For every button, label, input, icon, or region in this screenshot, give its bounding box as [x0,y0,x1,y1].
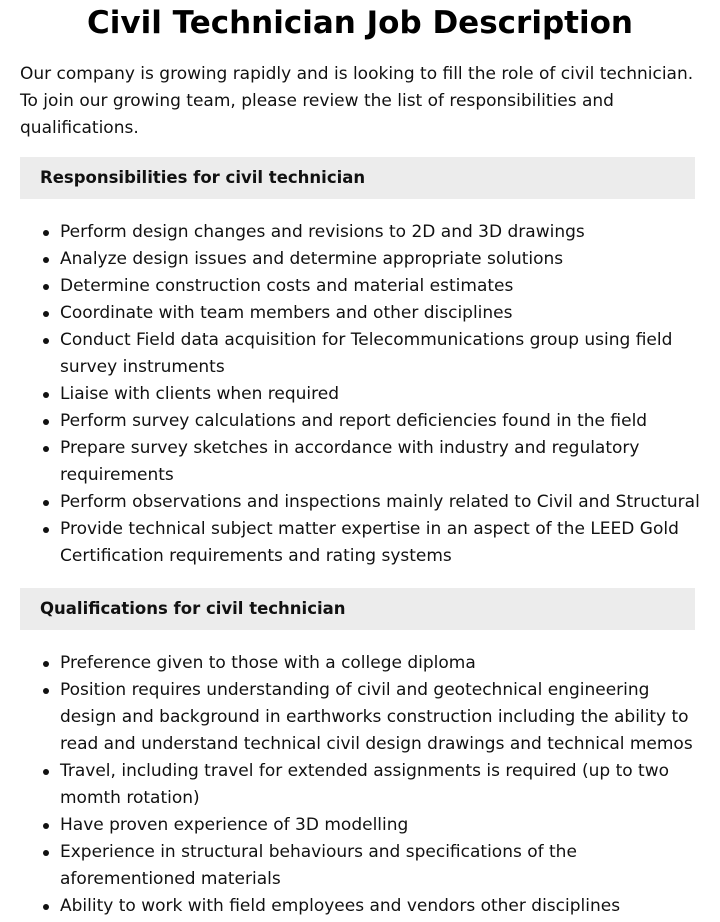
qualifications-list [20,650,700,920]
list-item: Conduct Field data acquisition for Telecommunications group using field survey instruments [60,327,700,381]
qualifications-heading: Qualifications for civil technician [20,588,695,630]
list-item: Determine construction costs and material estimates [60,273,700,300]
intro-paragraph: Our company is growing rapidly and is looking to fill the role of civil technician. To join our growing team, please review the list of responsibilities and qualifications. [20,64,694,138]
list-item: Perform observations and inspections mainly related to Civil and Structural [60,489,700,516]
list-item: Prepare survey sketches in accordance with industry and regulatory requirements [60,435,700,489]
responsibilities-list [20,219,700,570]
responsibilities-section [0,157,720,570]
list-item: Position requires understanding of civil and geotechnical engineering design and background in earthworks construction including the ability to read and understand technical civil design drawings and technical memos [60,677,700,758]
list-item: Ability to work with field employees and vendors other disciplines [60,893,700,920]
list-item: Coordinate with team members and other disciplines [60,300,700,327]
list-item: Preference given to those with a college diploma [60,650,700,677]
list-item: Travel, including travel for extended assignments is required (up to two momth rotation) [60,758,700,812]
list-item: Provide technical subject matter expertise in an aspect of the LEED Gold Certification requirements and rating systems [60,516,700,570]
list-item: Have proven experience of 3D modelling [60,812,700,839]
responsibilities-heading: Responsibilities for civil technician [20,157,695,199]
list-item: Perform design changes and revisions to 2D and 3D drawings [60,219,700,246]
list-item: Perform survey calculations and report deficiencies found in the field [60,408,700,435]
list-item: Experience in structural behaviours and specifications of the aforementioned materials [60,839,700,893]
list-item: Liaise with clients when required [60,381,700,408]
qualifications-section [0,588,720,920]
list-item: Analyze design issues and determine appropriate solutions [60,246,700,273]
page-title: Civil Technician Job Description [87,5,633,41]
